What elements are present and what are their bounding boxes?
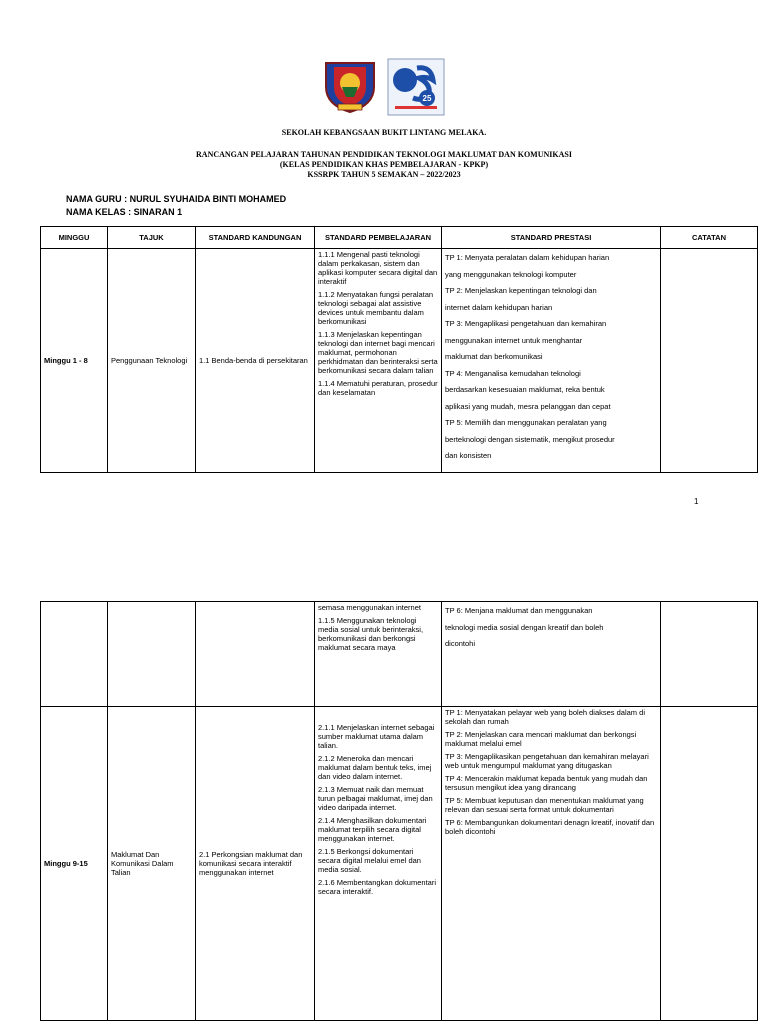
lesson-plan-table-page2 <box>40 601 758 1021</box>
prestasi-line: TP 2: Menjelaskan kepentingan teknologi dan <box>445 286 597 295</box>
prestasi-line: yang menggunakan teknologi komputer <box>445 269 577 279</box>
class-type: (KELAS PENDIDIKAN KHAS PEMBELAJARAN - KPKP) <box>279 160 489 169</box>
prestasi-line: TP 1: Menyata peralatan dalam kehidupan harian <box>445 253 610 262</box>
pembelajaran-item: 2.1.3 Memuat naik dan memuat turun pelbagai maklumat, imej dan video daripada internet. <box>318 785 433 812</box>
prestasi-line: menggunakan internet untuk menghantar <box>445 335 583 345</box>
prestasi-line: TP 5: Memilih dan menggunakan peralatan yang <box>445 418 607 427</box>
prestasi-cell <box>442 249 661 473</box>
col-header-tajuk: TAJUK <box>108 227 196 249</box>
curriculum-line: KSSRPK TAHUN 5 SEMAKAN – 2022/2023 <box>307 170 461 179</box>
pembelajaran-item: 2.1.4 Menghasilkan dokumentari maklumat terpilih secara digital menggunakan internet. <box>318 816 427 843</box>
pembelajaran-cell <box>315 602 442 707</box>
table-row <box>41 602 758 707</box>
minggu-cell: Minggu 9-15 <box>41 707 108 1021</box>
kandungan-cell: 1.1 Benda-benda di persekitaran <box>196 249 315 473</box>
tajuk-cell: Maklumat Dan Komunikasi Dalam Talian <box>108 707 196 1021</box>
pembelajaran-item: semasa menggunakan internet <box>318 603 421 612</box>
prestasi-line: TP 3: Mengaplikasi pengetahuan dan kemahiran <box>445 319 607 328</box>
prestasi-item: TP 6: Membangunkan dokumentari denagn kreatif, inovatif dan boleh dicontohi <box>445 818 655 836</box>
prestasi-item: TP 4: Mencerakin maklumat kepada bentuk yang mudah dan tersusun mengikut idea yang dirancang <box>445 774 648 792</box>
svg-text:25: 25 <box>422 94 432 103</box>
kandungan-cell: 2.1 Perkongsian maklumat dan komunikasi secara interaktif menggunakan internet <box>196 707 315 1021</box>
col-header-pembelajaran: STANDARD PEMBELAJARAN <box>315 227 442 249</box>
prestasi-line: internet dalam kehidupan harian <box>445 302 553 312</box>
prestasi-line: teknologi media sosial dengan kreatif dan boleh <box>445 622 604 632</box>
prestasi-item: TP 2: Menjelaskan cara mencari maklumat dan berkongsi maklumat melalui emel <box>445 730 637 748</box>
catatan-cell <box>661 707 758 1021</box>
col-header-kandungan: STANDARD KANDUNGAN <box>196 227 315 249</box>
pembelajaran-item: 1.1.5 Menggunakan teknologi media sosial untuk berinteraksi, berkomunikasi dan berkongsi maklumat secara maya <box>318 616 424 652</box>
catatan-cell <box>661 249 758 473</box>
pembelajaran-item: 1.1.4 Mematuhi peraturan, prosedur dan keselamatan <box>318 379 438 397</box>
plan-title: RANCANGAN PELAJARAN TAHUNAN PENDIDIKAN TEKNOLOGI MAKLUMAT DAN KOMUNIKASI <box>196 150 572 159</box>
class-name: NAMA KELAS : SINARAN 1 <box>66 207 183 217</box>
prestasi-cell <box>442 602 661 707</box>
kandungan-cell <box>196 602 315 707</box>
minggu-cell <box>41 602 108 707</box>
prestasi-line: aplikasi yang mudah, mesra pelanggan dan cepat <box>445 401 611 411</box>
teacher-name: NAMA GURU : NURUL SYUHAIDA BINTI MOHAMED <box>66 194 287 204</box>
prestasi-line: TP 4: Menganalisa kemudahan teknologi <box>445 368 581 378</box>
anniversary-25-logo <box>387 58 445 116</box>
col-header-catatan: CATATAN <box>661 227 758 249</box>
pembelajaran-item: 2.1.1 Menjelaskan internet sebagai sumber maklumat utama dalam talian. <box>318 723 435 750</box>
col-header-prestasi: STANDARD PRESTASI <box>442 227 661 249</box>
school-name: SEKOLAH KEBANGSAAN BUKIT LINTANG MELAKA. <box>281 128 487 137</box>
pembelajaran-item: 1.1.3 Menjelaskan kepentingan teknologi dan internet bagi mencari maklumat, permohonan perkhidmatan dan berinteraksi serta berkomunikasi secara dalam talian <box>318 330 438 375</box>
pembelajaran-item: 2.1.5 Berkongsi dokumentari secara digital melalui emel dan media sosial. <box>318 847 421 874</box>
prestasi-line: dicontohi <box>445 639 476 648</box>
col-header-minggu: MINGGU <box>41 227 108 249</box>
lesson-plan-table-page1 <box>40 226 758 473</box>
pembelajaran-item: 2.1.2 Meneroka dan mencari maklumat dalam bentuk teks, imej dan video dalam internet. <box>318 754 432 781</box>
prestasi-cell <box>442 707 661 1021</box>
tajuk-cell: Penggunaan Teknologi <box>108 249 196 473</box>
pembelajaran-item: 1.1.1 Mengenal pasti teknologi dalam perkakasan, sistem dan aplikasi komputer secara digital dan interaktif <box>318 250 438 286</box>
prestasi-item: TP 5: Membuat keputusan dan menentukan maklumat yang relevan dan sesuai serta format untuk dokumentari <box>445 796 644 814</box>
table-row <box>41 249 758 473</box>
page-number: 1 <box>694 497 699 506</box>
tajuk-cell <box>108 602 196 707</box>
minggu-cell: Minggu 1 - 8 <box>41 249 108 473</box>
prestasi-line: TP 6: Menjana maklumat dan menggunakan <box>445 606 593 615</box>
prestasi-line: berteknologi dengan sistematik, mengikut prosedur <box>445 434 615 444</box>
school-crest-logo <box>320 57 380 115</box>
prestasi-item: TP 1: Menyatakan pelayar web yang boleh diakses dalam di sekolah dan rumah <box>445 708 645 726</box>
catatan-cell <box>661 602 758 707</box>
prestasi-line: berdasarkan kesesuaian maklumat, reka bentuk <box>445 385 605 394</box>
table-header-row <box>41 227 758 249</box>
pembelajaran-item: 2.1.6 Membentangkan dokumentari secara interaktif. <box>318 878 436 896</box>
prestasi-line: dan konsisten <box>445 451 492 460</box>
table-row <box>41 707 758 1021</box>
pembelajaran-cell <box>315 249 442 473</box>
pembelajaran-item: 1.1.2 Menyatakan fungsi peralatan teknologi sebagai alat assistive devices untuk membantu dalam berkomunikasi <box>318 290 434 326</box>
prestasi-line: maklumat dan berkomunikasi <box>445 352 543 361</box>
prestasi-item: TP 3: Mengaplikasikan pengetahuan dan kemahiran melayari web untuk mengumpul maklumat yang ditugaskan <box>445 752 649 770</box>
pembelajaran-cell <box>315 707 442 1021</box>
